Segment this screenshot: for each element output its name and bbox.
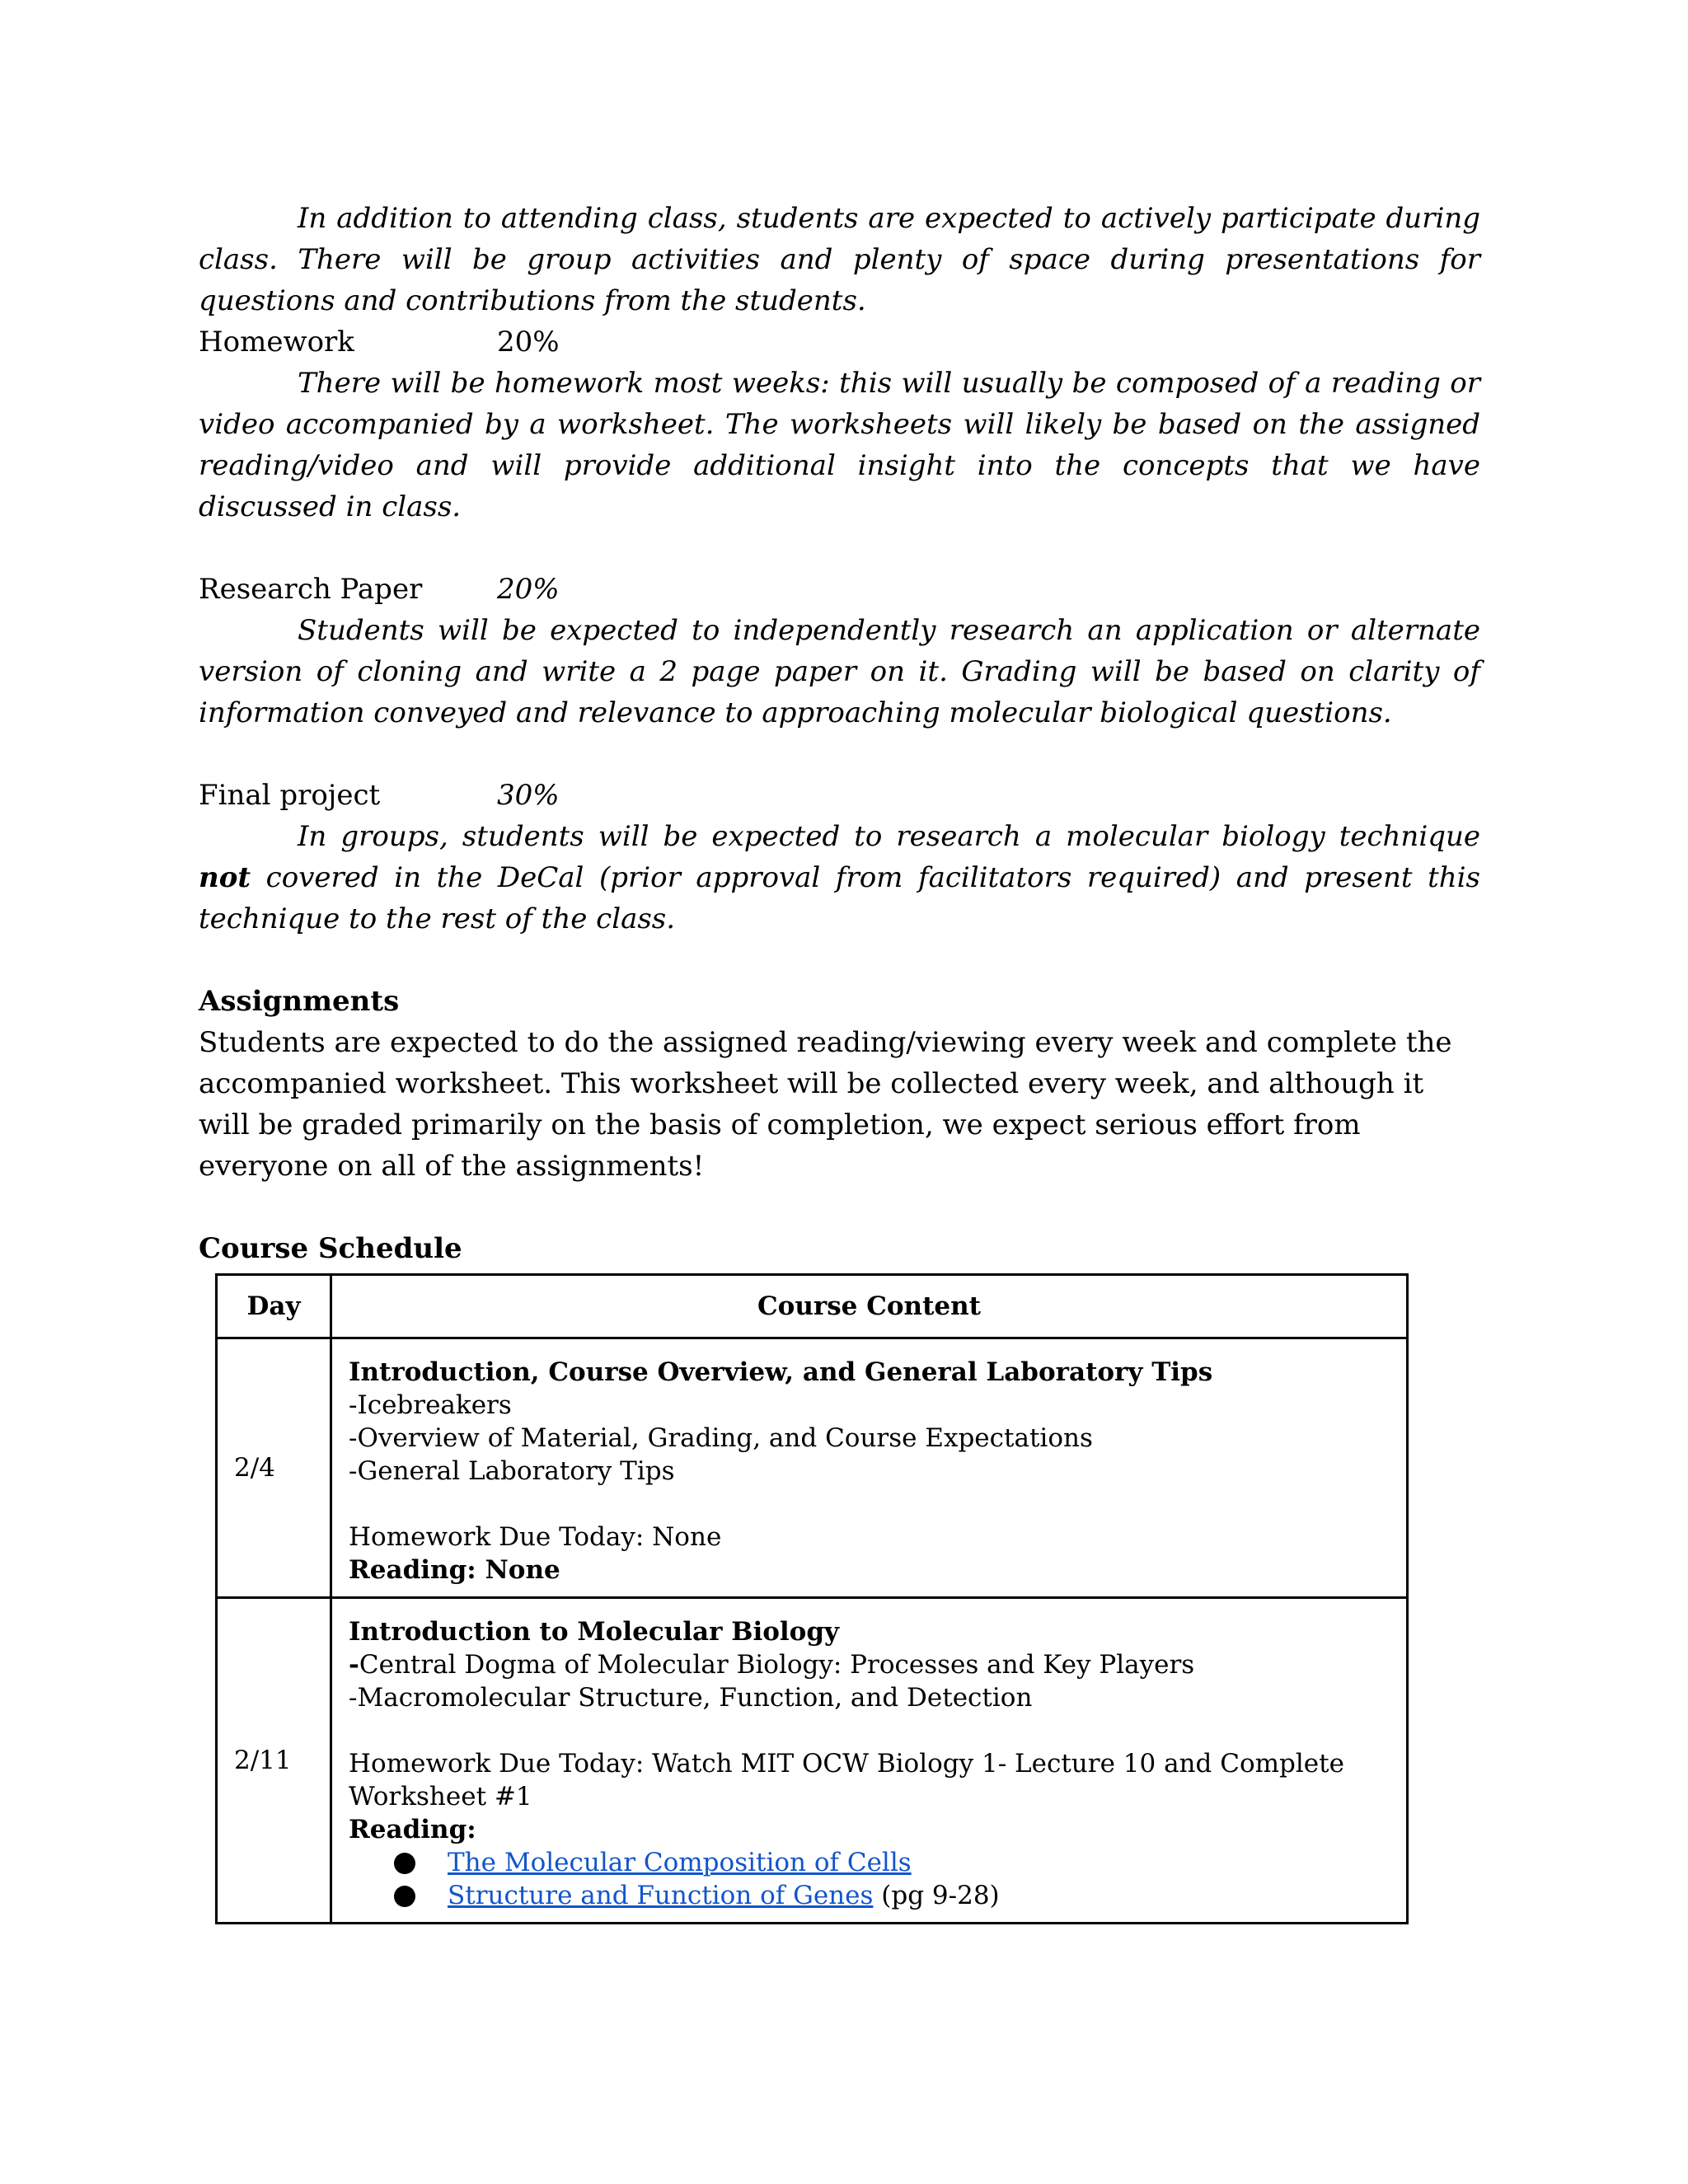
research-description: Students will be expected to independently research an application or alternate version of cloning and write a 2 page paper on it. Grading will be based on clarity of information conveyed and relevance to approaching molecular biological questions.: [199, 614, 1480, 729]
table-row: [217, 1338, 1408, 1598]
topic-dash: -: [349, 1650, 359, 1680]
grade-pct-final: 30%: [497, 779, 560, 812]
final-desc-text-cont: covered in the DeCal (prior approval from facilitators required) and present this technique to the rest of the class.: [199, 861, 1480, 935]
course-schedule-heading: Course Schedule: [199, 1232, 462, 1265]
row-content: [331, 1598, 1408, 1924]
row-day: 2/4: [217, 1338, 331, 1598]
homework-description: There will be homework most weeks: this will usually be composed of a reading or video accompanied by a worksheet. The worksheets will likely be based on the assigned reading/video and will provide additional insight into the concepts that we have discussed in class.: [199, 367, 1480, 523]
topic-text: Central Dogma of Molecular Biology: Processes and Key Players: [359, 1650, 1195, 1680]
table-header-row: [217, 1275, 1408, 1338]
column-header-day: Day: [217, 1275, 331, 1338]
reading-link-structure-function-genes[interactable]: Structure and Function of Genes: [448, 1881, 874, 1910]
topic-item: -Macromolecular Structure, Function, and Detection: [349, 1683, 1033, 1713]
grade-name-final: Final project: [199, 779, 381, 812]
bullet-icon: [394, 1853, 415, 1874]
list-item: [394, 1846, 1390, 1879]
topic-item: [349, 1648, 1390, 1681]
reading-link-molecular-composition[interactable]: The Molecular Composition of Cells: [448, 1848, 912, 1877]
grade-row-research: [199, 569, 1480, 610]
homework-due: Homework Due Today: None: [349, 1522, 722, 1552]
table-row: [217, 1598, 1408, 1924]
list-item: [394, 1879, 1390, 1912]
assignments-heading: Assignments: [199, 985, 400, 1018]
bullet-icon: [394, 1886, 415, 1907]
grade-name-research: Research Paper: [199, 573, 423, 606]
link-suffix: (pg 9-28): [873, 1881, 1000, 1910]
grade-row-final: [199, 775, 1480, 816]
reading-label: Reading:: [349, 1815, 476, 1844]
homework-due: Homework Due Today: Watch MIT OCW Biology 1- Lecture 10 and Complete Worksheet #1: [349, 1749, 1344, 1811]
grade-pct-research: 20%: [497, 573, 560, 606]
final-desc-text: In groups, students will be expected to research a molecular biology technique: [298, 820, 1480, 853]
topic-item: -Icebreakers: [349, 1390, 512, 1420]
grade-name-homework: Homework: [199, 326, 354, 359]
session-title: Introduction, Course Overview, and General Laboratory Tips: [349, 1357, 1213, 1387]
participation-description: In addition to attending class, students are expected to actively participate during class. There will be group activities and plenty of space during presentations for questions and contributions from the students.: [199, 202, 1480, 317]
schedule-table: [215, 1273, 1409, 1924]
topic-item: -Overview of Material, Grading, and Course Expectations: [349, 1423, 1093, 1453]
document-page: [199, 198, 1480, 1269]
assignments-body: Students are expected to do the assigned reading/viewing every week and complete the accompanied worksheet. This worksheet will be collected every week, and although it will be graded primarily on the basis of completion, we expect serious effort from everyone on all of the assignments!: [199, 1026, 1452, 1183]
reading-label: Reading: None: [349, 1555, 560, 1585]
final-project-description: [199, 816, 1480, 940]
row-content: [331, 1338, 1408, 1598]
topic-item: -General Laboratory Tips: [349, 1456, 675, 1486]
row-day: 2/11: [217, 1598, 331, 1924]
grade-row-homework: [199, 321, 1480, 363]
grade-pct-homework: 20%: [497, 326, 560, 359]
session-title: Introduction to Molecular Biology: [349, 1617, 840, 1647]
column-header-content: Course Content: [331, 1275, 1408, 1338]
reading-list: [349, 1846, 1390, 1912]
final-desc-emphasis: not: [199, 861, 251, 894]
